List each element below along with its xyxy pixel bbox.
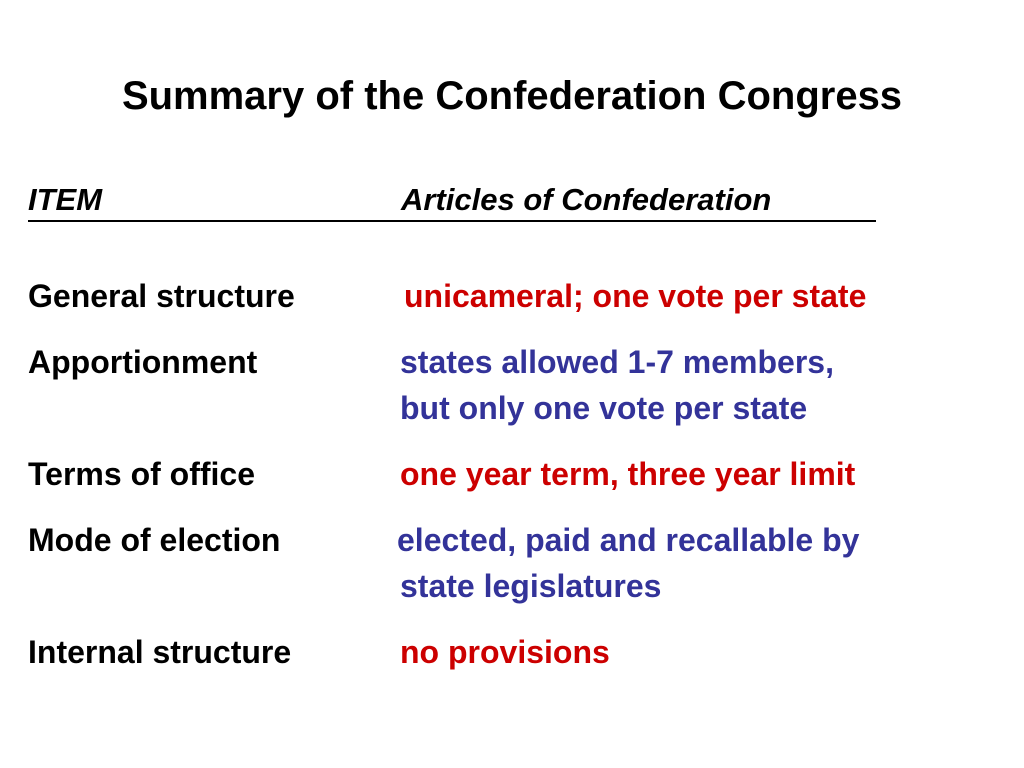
row-value-internal-structure: no provisions — [400, 634, 610, 670]
table-header — [28, 180, 876, 222]
header-item-label: ITEM — [28, 182, 103, 217]
row-value-mode-of-election-line-2: state legislatures — [400, 568, 662, 604]
row-value-terms-of-office: one year term, three year limit — [400, 456, 856, 492]
slide-title: Summary of the Confederation Congress — [121, 74, 903, 118]
row-label-general-structure: General structure — [28, 278, 295, 314]
row-value-mode-of-election-line-1: elected, paid and recallable by — [397, 522, 860, 558]
header-articles-label: Articles of Confederation — [401, 182, 772, 217]
row-label-internal-structure: Internal structure — [28, 634, 292, 670]
row-value-apportionment-line-1: states allowed 1-7 members, — [400, 344, 834, 380]
row-label-terms-of-office: Terms of office — [28, 456, 255, 492]
row-value-apportionment-line-2: but only one vote per state — [400, 390, 808, 426]
row-label-mode-of-election: Mode of election — [28, 522, 281, 558]
row-value-general-structure: unicameral; one vote per state — [404, 278, 867, 314]
row-label-apportionment: Apportionment — [28, 344, 258, 380]
